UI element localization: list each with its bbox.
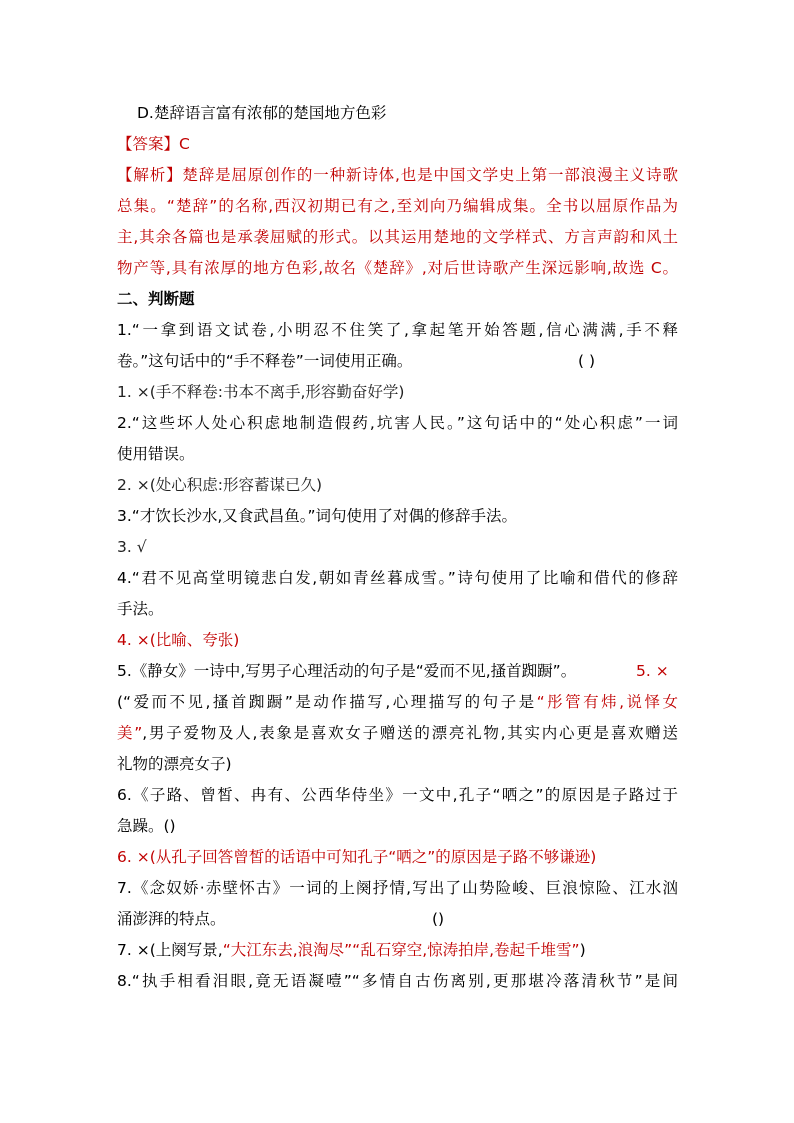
answer-5-text-2a: 美” xyxy=(117,724,143,742)
answer-7-text-c: ) xyxy=(579,941,586,959)
question-5-line xyxy=(117,656,678,687)
question-6-line-1: 6.《子路、曾皙、冉有、公西华侍坐》一文中,孔子“哂之”的原因是子路过于 xyxy=(117,786,678,804)
question-1-text: 卷。”这句话中的“手不释卷”一词使用正确。 xyxy=(117,352,413,370)
answer-5-text-1b: “彤管有炜,说怿女 xyxy=(536,693,678,711)
analysis-label: 【解析】 xyxy=(117,166,183,184)
answer-7 xyxy=(117,935,678,966)
option-d: D.楚辞语言富有浓郁的楚国地方色彩 xyxy=(137,104,387,122)
analysis-line-2: 总集。“楚辞”的名称,西汉初期已有之,至刘向乃编辑成集。全书以屈原作品为 xyxy=(117,197,678,215)
answer-value: C xyxy=(179,135,190,153)
answer-3: 3. √ xyxy=(117,538,147,556)
question-1-line-1: 1.“一拿到语文试卷,小明忍不住笑了,拿起笔开始答题,信心满满,手不释 xyxy=(117,321,678,339)
question-6-line-2: 急躁。() xyxy=(117,817,176,835)
section-title: 二、判断题 xyxy=(117,290,195,308)
analysis-text: 楚辞是屈原创作的一种新诗体,也是中国文学史上第一部浪漫主义诗歌 xyxy=(182,166,678,184)
question-8-line-1: 8.“执手相看泪眼,竟无语凝噎”“多情自古伤离别,更那堪冷落清秋节”是间 xyxy=(117,972,678,990)
question-4-line-2: 手法。 xyxy=(117,600,164,618)
question-2-line-2: 使用错误。 xyxy=(117,445,195,463)
analysis-line-4: 物产等,具有浓厚的地方色彩,故名《楚辞》,对后世诗歌产生深远影响,故选 C。 xyxy=(117,259,678,277)
answer-4: 4. ×(比喻、夸张) xyxy=(117,631,240,649)
question-4-line-1: 4.“君不见高堂明镜悲白发,朝如青丝暮成雪。”诗句使用了比喻和借代的修辞 xyxy=(117,569,678,587)
question-7-text: 涌澎湃的特点。 xyxy=(117,910,226,928)
answer-line xyxy=(117,129,678,160)
question-5: 5.《静女》一诗中,写男子心理活动的句子是“爱而不见,搔首踟蹰”。 xyxy=(117,662,577,680)
answer-7-text-b: “大江东去,浪淘尽”“乱石穿空,惊涛拍岸,卷起千堆雪” xyxy=(222,941,580,959)
question-2-line-1: 2.“这些坏人处心积虑地制造假药,坑害人民。”这句话中的“处心积虑”一词 xyxy=(117,414,678,432)
answer-5-line-2 xyxy=(117,718,678,749)
answer-label: 【答案】 xyxy=(117,135,180,153)
answer-7-text-a: 7. ×(上阕写景, xyxy=(117,941,223,959)
answer-5-line-1 xyxy=(117,687,678,718)
answer-5-head: 5. × xyxy=(636,662,669,680)
answer-1: 1. ×(手不释卷:书本不离手,形容勤奋好学) xyxy=(117,383,405,401)
question-1-paren: ( ) xyxy=(578,352,596,370)
answer-5-text-2b: ,男子爱物及人,表象是喜欢女子赠送的漂亮礼物,其实内心更是喜欢赠送 xyxy=(142,724,678,742)
answer-6: 6. ×(从孔子回答曾皙的话语中可知孔子“哂之”的原因是子路不够谦逊) xyxy=(117,848,597,866)
question-7-paren: () xyxy=(432,910,445,928)
question-1-line-2 xyxy=(117,346,678,377)
analysis-line-1 xyxy=(117,160,678,191)
analysis-line-3: 主,其余各篇也是承袭屈赋的形式。以其运用楚地的文学样式、方言声韵和风土 xyxy=(117,228,678,246)
question-3: 3.“才饮长沙水,又食武昌鱼。”词句使用了对偶的修辞手法。 xyxy=(117,507,518,525)
question-7-line-2 xyxy=(117,904,678,935)
answer-5-line-3: 礼物的漂亮女子) xyxy=(117,755,232,773)
question-7-line-1: 7.《念奴娇·赤壁怀古》一词的上阕抒情,写出了山势险峻、巨浪惊险、江水汹 xyxy=(117,879,678,897)
answer-5-text-1a: (“爱而不见,搔首踟蹰”是动作描写,心理描写的句子是 xyxy=(117,693,537,711)
answer-2: 2. ×(处心积虑:形容蓄谋已久) xyxy=(117,476,323,494)
